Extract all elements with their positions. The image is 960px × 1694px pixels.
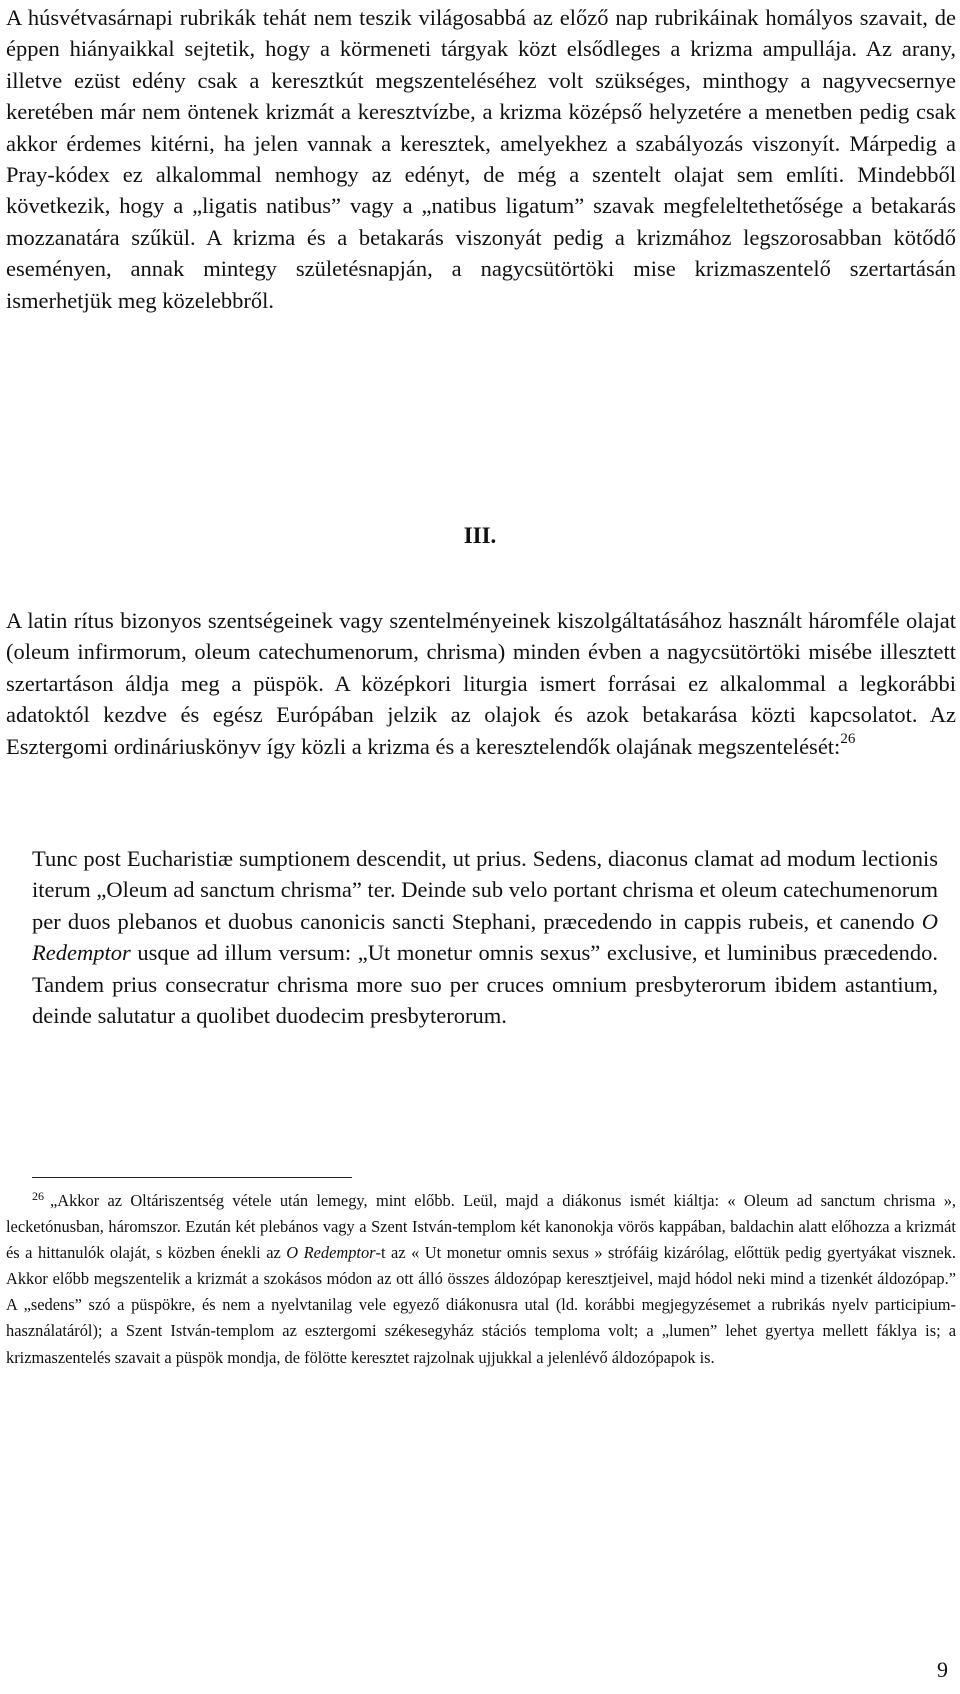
body-paragraph-1: A húsvétvasárnapi rubrikák tehát nem teszik világosabbá az előző nap rubrikáinak homályos szavait, de éppen hiányaikkal sejtetik, hogy a körmeneti tárgyak közt elsődleges a krizma ampullája. Az arany, illetve ezüst edény csak a keresztkút megszenteléséhez volt szükséges, minthogy a nagyvecsernye keretében már nem öntenek krizmát a keresztvízbe, a krizma középső helyzetére a menetben pedig csak akkor érdemes kitérni, ha jelen vannak a keresztek, amelyekhez a szabályozás viszonyít. Márpedig a Pray-kódex ez alkalommal nemhogy az edényt, de még a szentelt olajat sem említi. Mindebből következik, hogy a „ligatis natibus” vagy a „natibus ligatum” szavak megfeleltethetősége a betakarás mozzanatára szűkül. A krizma és a betakarás viszonyát pedig a krizmához legszorosabban kötődő eseményen, annak mintegy születésnapján, a nagycsütörtöki mise krizmaszentelő szertartásán ismerhetjük meg közelebbről. bbox=[6, 5, 956, 313]
footnote-reference[interactable]: 26 bbox=[840, 730, 856, 747]
body-paragraph-2-text: A latin rítus bizonyos szentségeinek vagy szentelményeinek kiszolgáltatásához használt háromféle olajat (oleum infirmorum, oleum catechumenorum, chrisma) minden évben a nagycsütörtöki misébe illesztett szertartáson áldja meg a püspök. A középkori liturgia ismert forrásai ez alkalommal a legkorábbi adatoktól kezdve és egész Európában jelzik az olajok és azok betakarása közti kapcsolatot. Az Esztergomi ordináriuskönyv így közli a krizma és a keresztelendők olajának megszentelését: bbox=[6, 608, 956, 759]
quote-italic-title: O Redemptor bbox=[32, 908, 938, 966]
latin-quotation bbox=[32, 843, 938, 1031]
section-heading: III. bbox=[463, 523, 497, 548]
footnote-text-b: -t az « Ut monetur omnis sexus » strófáig kizárólag, előttük pedig gyertyákat visznek. Akkor előbb megszentelik a krizmát a szokásos módon az ott álló összes áldozópap keresztjeivel, majd hódol neki mind a tizenkét áldozópap.” A „sedens” szó a püspökre, és nem a nyelvtanilag vele egyező diákonusra utal (ld. korábbi megjegyzésemet a rubrikás nyelv participium-használatáról); a Szent István-templom az esztergomi székesegyház stációs temploma volt; a „lumen” lehet gyertya mellett fáklya is; a krizmaszentelés szavait a püspök mondja, de fölötte keresztet rajzolnak ujjukkal a jelenlévő áldozópapok is. bbox=[6, 1243, 956, 1367]
quote-text-a: Tunc post Eucharistiæ sumptionem descendit, ut prius. Sedens, diaconus clamat ad modum lectionis iterum „Oleum ad sanctum chrisma” ter. Deinde sub velo portant chrisma et oleum catechumenorum per duos plebanos et duobus canonicis sancti Stephani, præcedendo in cappis rubeis, et canendo bbox=[32, 846, 938, 934]
footnote-italic-title: O Redemptor bbox=[286, 1243, 376, 1263]
quote-text-b: usque ad illum versum: „Ut monetur omnis sexus” exclusive, et luminibus præcedendo. Tandem prius consecratur chrisma more suo per cruces omnium presbyterorum ibidem astantium, deinde salutatur a quolibet duodecim presbyterorum. bbox=[32, 940, 939, 1029]
footnote-26 bbox=[6, 1188, 956, 1371]
page-number: 9 bbox=[937, 1657, 948, 1682]
body-paragraph-2 bbox=[6, 605, 956, 762]
footnote-text-a: „Akkor az Oltáriszentség vétele után lemegy, mint előbb. Leül, majd a diákonus ismét kiáltja: « Oleum ad sanctum chrisma », lecketónusban, háromszor. Ezután két plebános vagy a Szent István-templom két kanonokja vörös kappában, baldachin alatt előhozza a krizmát és a hittanulók olaját, s közben énekli az bbox=[6, 1191, 956, 1263]
footnote-number: 26 bbox=[32, 1189, 44, 1203]
footnote-separator bbox=[32, 1177, 352, 1178]
